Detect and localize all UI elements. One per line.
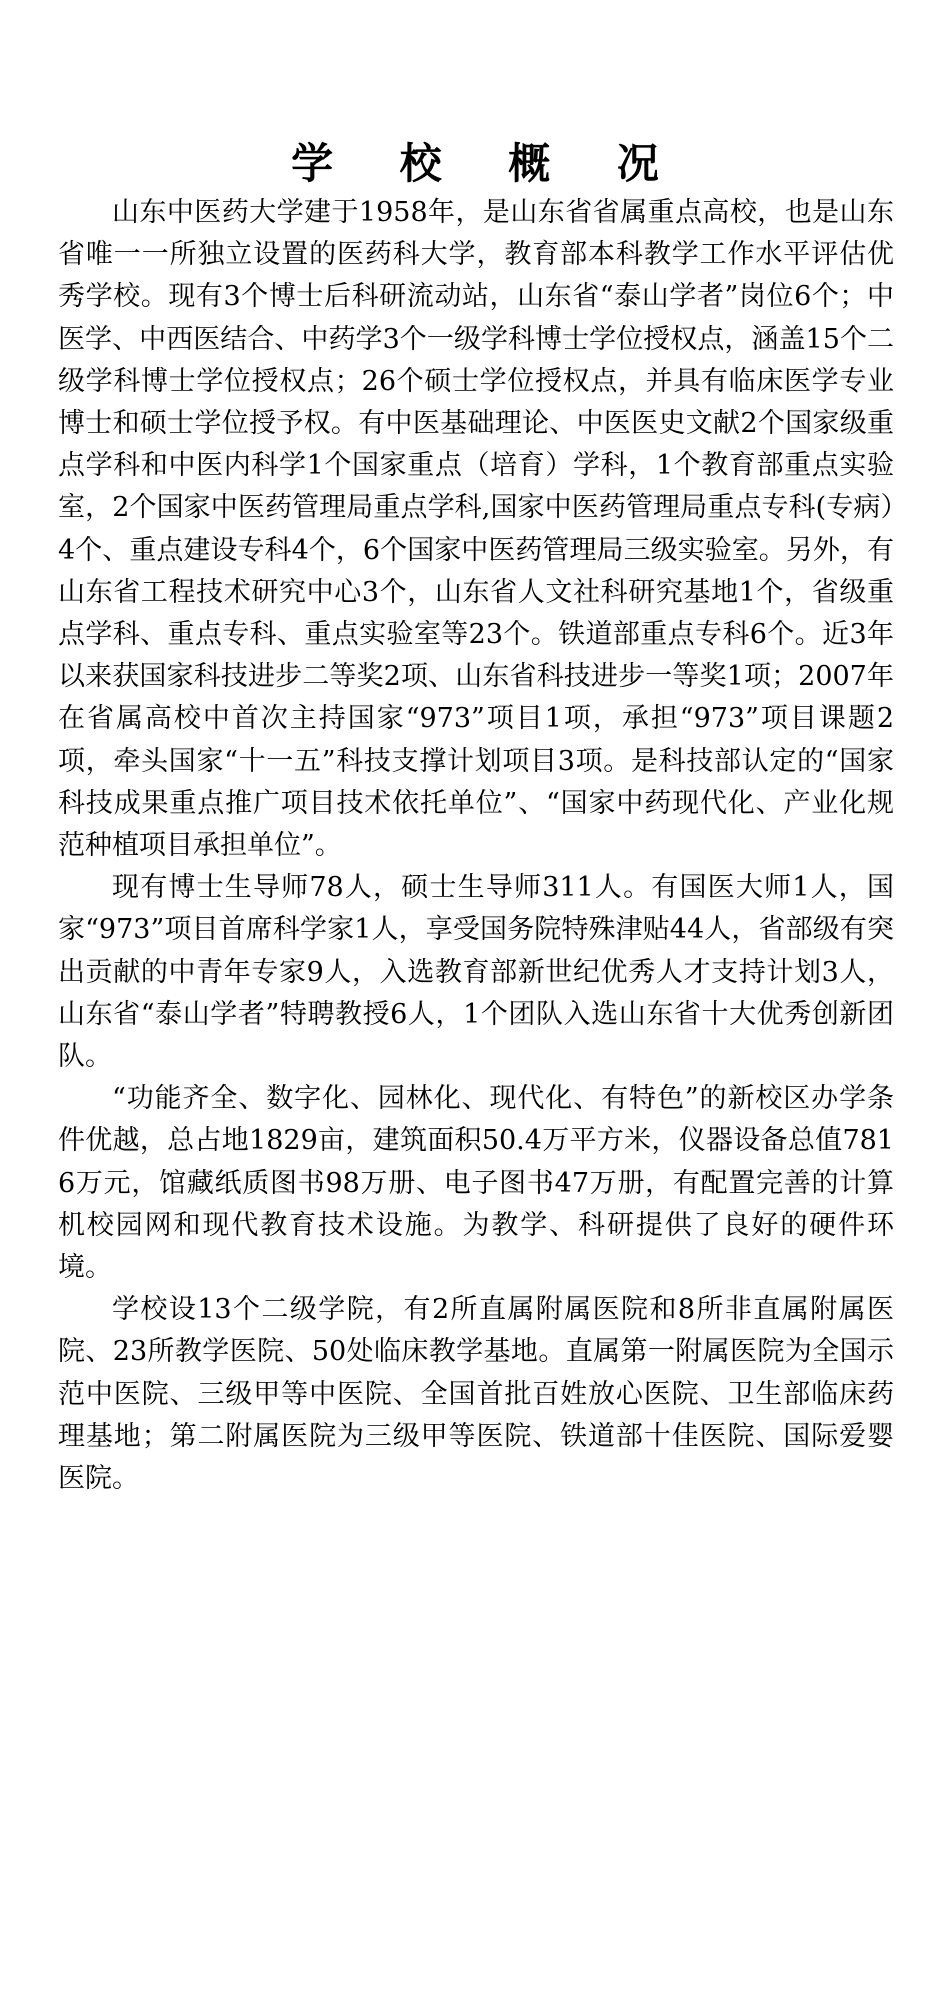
paragraph-campus: “功能齐全、数字化、园林化、现代化、有特色”的新校区办学条件优越，总占地1829亩，建筑面积50.4万平方米，仪器设备总值7816万元，馆藏纸质图书98万册、电子图书47万册，有配置完善的计算机校园网和现代教育技术设施。为教学、科研提供了良好的硬件环境。 <box>58 1083 894 1284</box>
paragraph-overview: 山东中医药大学建于1958年，是山东省省属重点高校，也是山东省唯一一所独立设置的医药科大学，教育部本科教学工作水平评估优秀学校。现有3个博士后科研流动站，山东省“泰山学者”岗位6个；中医学、中西医结合、中药学3个一级学科博士学位授权点，涵盖15个二级学科博士学位授权点；26个硕士学位授权点，并具有临床医学专业博士和硕士学位授予权。有中医基础理论、中医医史文献2个国家级重点学科和中医内科学1个国家重点（培育）学科，1个教育部重点实验室，2个国家中医药管理局重点学科,国家中医药管理局重点专科(专病）4个、重点建设专科4个，6个国家中医药管理局三级实验室。另外，有山东省工程技术研究中心3个，山东省人文社科研究基地1个，省级重点学科、重点专科、重点实验室等23个。铁道部重点专科6个。近3年以来获国家科技进步二等奖2项、山东省科技进步一等奖1项；2007年在省属高校中首次主持国家“973”项目1项，承担“973”项目课题2项，牵头国家“十一五”科技支撑计划项目3项。是科技部认定的“国家科技成果重点推广项目技术依托单位”、“国家中药现代化、产业化规范种植项目承担单位”。 <box>58 197 894 862</box>
paragraph-faculty: 现有博士生导师78人，硕士生导师311人。有国医大师1人，国家“973”项目首席科学家1人，享受国务院特殊津贴44人，省部级有突出贡献的中青年专家9人，入选教育部新世纪优秀人才支持计划3人，山东省“泰山学者”特聘教授6人，1个团队入选山东省十大优秀创新团队。 <box>58 872 894 1073</box>
document-body <box>58 192 894 1500</box>
paragraph-colleges-hospitals: 学校设13个二级学院，有2所直属附属医院和8所非直属附属医院、23所教学医院、50处临床教学基地。直属第一附属医院为全国示范中医院、三级甲等中医院、全国首批百姓放心医院、卫生部临床药理基地；第二附属医院为三级甲等医院、铁道部十佳医院、国际爱婴医院。 <box>58 1294 894 1495</box>
page-title: 学 校 概 况 <box>291 139 685 189</box>
